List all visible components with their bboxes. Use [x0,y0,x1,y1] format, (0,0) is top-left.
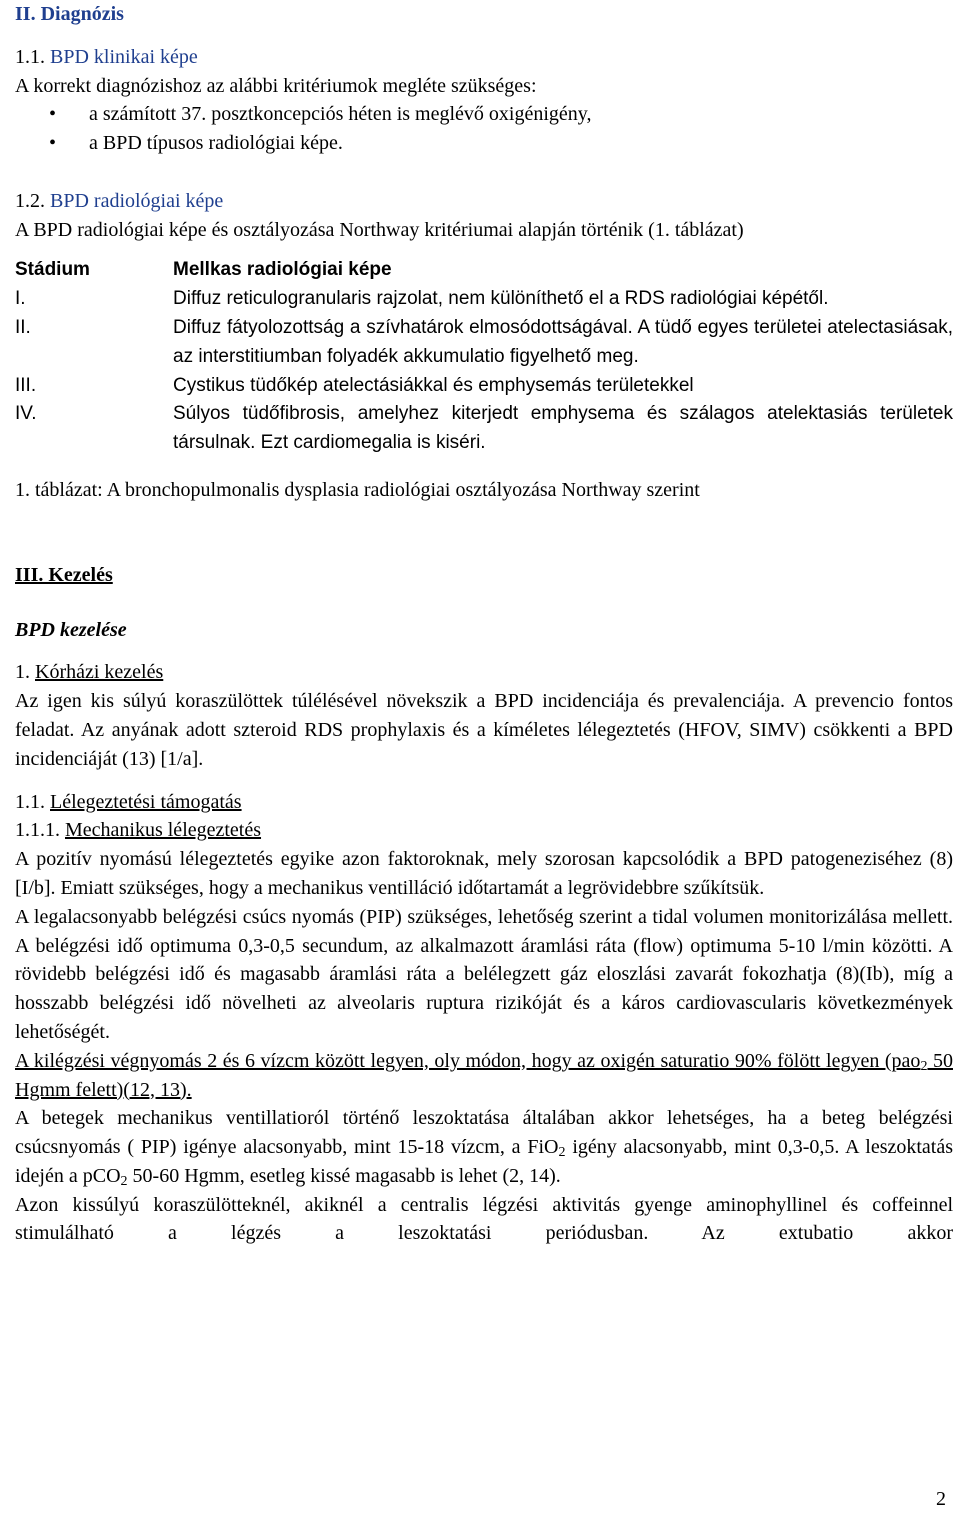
paragraph: Azon kissúlyú koraszülötteknél, akiknél a centralis légzési aktivitás gyenge aminophyllinel és coffeinnel stimulálható a légzés a leszoktatási periódusban. Az extubatio akkor [15,1193,953,1245]
northway-table [15,256,953,458]
table-cell-description: Diffuz reticulogranularis rajzolat, nem különíthető el a RDS radiológiai képétől. [173,288,829,310]
paragraph: A korrekt diagnózishoz az alábbi kritériumok megléte szükséges: [15,74,537,97]
table-header-stage: Stádium [15,259,90,281]
table-cell-stage: IV. [15,403,37,425]
paragraph: A pozitív nyomású lélegeztetés egyike azon faktoroknak, mely szorosan kapcsolódik a BPD patogeneziséhez (8) [I/b]. Emiatt szükséges, hogy a mechanikus ventilláció időtartamát a legrövidebbre szűkítsük. [15,848,953,899]
list-item: • a számított 37. posztkoncepciós héten is meglévő oxigénigény, [15,100,953,129]
subsection-number: 1.1. [15,790,45,813]
paragraph: A legalacsonyabb belégzési csúcs nyomás (PIP) szükséges, lehetőség szerint a tidal volumen monitorizálása mellett. A belégzési idő optimuma 0,3-0,5 secundum, az alkalmazott áramlási ráta (flow) optimuma 5-10 l/min közötti. A rövidebb belégzési idő és magasabb áramlási ráta a belélegzett gáz eloszlási zavarát fokozhatja (8)(Ib), míg a hosszabb belégzési idő növelheti az alveolaris ruptura rizikóját és a káros cardiovascularis következmények lehetőségét. [15,905,953,1043]
paragraph: A BPD radiológiai képe és osztályozása Northway kritériumai alapján történik (1. táblázat) [15,218,744,241]
table-cell-stage: I. [15,288,26,310]
spacer [15,29,953,43]
table-cell-stage: II. [15,316,31,338]
table-header-description: Mellkas radiológiai képe [173,259,392,281]
text-run: igény alacsonyabb, mint 0,3-0,5. A leszoktatás idején a pCO [15,1136,954,1187]
text-run: A kilégzési végnyomás 2 és 6 vízcm között legyen, oly módon, hogy az oxigén saturatio 90% fölött legyen (pao [15,1049,921,1072]
text-run: 50-60 Hgmm, esetleg kissé magasabb is lehet (2, 14). [127,1164,561,1187]
subscript: 2 [120,1173,128,1189]
subsection-number: 1.1.1. [15,819,60,842]
subscript: 2 [920,1058,928,1074]
paragraph-underlined [15,1047,953,1105]
table-cell-description: Súlyos tüdőfibrosis, amelyhez kiterjedt emphysema és szálagos atelektasiás területek társulnak. Ezt cardiomegalia is kiséri. [173,403,953,454]
subsection-heading [15,788,953,817]
table-row [15,285,953,314]
table-cell-stage: III. [15,374,37,396]
subsection-heading [15,658,953,687]
subsection-number: 1.1. [15,45,45,68]
table-row [15,400,953,458]
table-caption: 1. táblázat: A bronchopulmonalis dysplasia radiológiai osztályozása Northway szerint [15,478,700,501]
subscript: 2 [558,1145,566,1161]
document-page [15,0,953,1248]
paragraph [15,1104,953,1190]
table-row [15,372,953,401]
page-number: 2 [936,1488,946,1510]
table-cell-description: Diffuz fátyolozottság a szívhatárok elmosódottságával. A tüdő egyes területei atelectasiásak, az interstitiumban folyadék akkumulatio figyelhető meg. [173,316,953,367]
section-title-kezeles: III. Kezelés [15,563,113,586]
list-item: • a BPD típusos radiológiai képe. [15,129,953,158]
subsection-title: Mechanikus lélegeztetés [65,819,262,842]
table-row [15,314,953,372]
subsection-title: BPD klinikai képe [50,45,198,68]
table-header-row [15,256,953,285]
subsection-title: BPD radiológiai képe [50,189,224,212]
subsection-heading [15,187,953,216]
subsection-title: Kórházi kezelés [35,661,164,684]
subsection-title: Lélegeztetési támogatás [50,790,242,813]
spacer [15,158,953,187]
section-subtitle: BPD kezelése [15,618,127,641]
table-cell-description: Cystikus tüdőkép atelectásiákkal és emphysemás területekkel [173,374,694,396]
northway-table-wrapper [15,256,953,458]
section-title-diagnozis: II. Diagnózis [15,3,124,25]
subsection-number: 1.2. [15,189,45,212]
subsection-number: 1. [15,661,30,684]
paragraph: Az igen kis súlyú koraszülöttek túlélésével növekszik a BPD incidenciája és prevalenciája. A prevencio fontos feladat. Az anyának adott szteroid RDS prophylaxis és a kíméletes lélegeztetés (HFOV, SIMV) csökkenti a BPD incidenciáját (13) [1/a]. [15,690,953,770]
subsection-heading [15,816,953,845]
text-run: A betegek mechanikus ventillatioról történő leszoktatása általában akkor lehetséges, ha a beteg belégzési csúcsnyomás ( PIP) igénye alacsonyabb, mint 15-18 vízcm, a FiO [15,1107,953,1159]
text-run: 50 Hgmm felett)(12, 13). [15,1049,953,1101]
criteria-list [15,100,953,158]
subsection-heading [15,43,953,72]
